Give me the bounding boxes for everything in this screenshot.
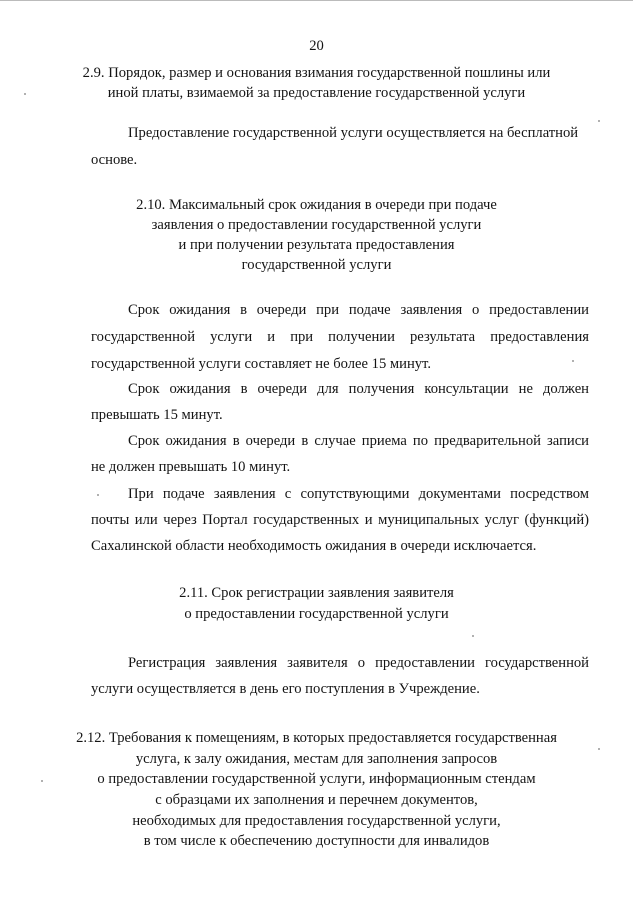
section-2-10-heading-line-3: и при получении результата предоставления	[178, 237, 455, 253]
section-2-12-heading-line-3: о предоставлении государственной услуги, информационным стендам	[97, 771, 536, 787]
scan-speck	[598, 748, 600, 750]
section-2-10-p1-line-3: государственной услуги составляет не более 15 минут.	[91, 356, 431, 372]
section-2-12-heading-line-4: с образцами их заполнения и перечнем документов,	[155, 792, 478, 808]
section-2-11-heading-line-1: 2.11. Срок регистрации заявления заявителя	[179, 585, 454, 601]
section-2-9-heading-line-1: 2.9. Порядок, размер и основания взимания государственной пошлины или	[82, 65, 551, 81]
page-number: 20	[309, 38, 324, 54]
section-2-9-heading-line-2: иной платы, взимаемой за предоставление государственной услуги	[107, 85, 526, 101]
scan-speck	[572, 360, 574, 362]
section-2-10-p4-line-3: Сахалинской области необходимость ожидания в очереди исключается.	[91, 538, 537, 554]
scan-speck	[41, 780, 43, 782]
section-2-10-p2-line-2: превышать 15 минут.	[91, 407, 223, 423]
section-2-10-p3-line-2: не должен превышать 10 минут.	[91, 459, 291, 475]
section-2-10-p1-line-1: Срок ожидания в очереди при подаче заявления о предоставлении	[128, 302, 589, 318]
section-2-11-body-line-1: Регистрация заявления заявителя о предоставлении государственной	[128, 655, 589, 671]
section-2-10-p2-line-1: Срок ожидания в очереди для получения консультации не должен	[128, 381, 589, 397]
scan-edge-line	[0, 0, 633, 1]
section-2-10-p1-line-2: государственной услуги и при получении результата предоставления	[91, 329, 589, 345]
scan-speck	[24, 93, 26, 95]
section-2-10-p4-line-1: При подаче заявления с сопутствующими документами посредством	[128, 486, 589, 502]
section-2-12-heading-line-6: в том числе к обеспечению доступности для инвалидов	[143, 833, 490, 849]
section-2-12-heading-line-5: необходимых для предоставления государственной услуги,	[132, 813, 501, 829]
section-2-12-heading-line-1: 2.12. Требования к помещениям, в которых предоставляется государственная	[76, 730, 557, 746]
scan-speck	[472, 635, 474, 637]
section-2-9-body-line-2: основе.	[91, 152, 138, 168]
scan-speck	[598, 120, 600, 122]
section-2-11-heading-line-2: о предоставлении государственной услуги	[184, 606, 449, 622]
scan-speck	[97, 494, 99, 496]
section-2-11-body-line-2: услуги осуществляется в день его поступления в Учреждение.	[91, 681, 480, 697]
section-2-10-heading-line-1: 2.10. Максимальный срок ожидания в очереди при подаче	[136, 197, 497, 213]
section-2-12-heading-line-2: услуга, к залу ожидания, местам для заполнения запросов	[135, 751, 498, 767]
section-2-9-body-line-1: Предоставление государственной услуги осуществляется на бесплатной	[128, 125, 579, 141]
section-2-10-heading-line-2: заявления о предоставлении государственной услуги	[151, 217, 482, 233]
section-2-10-p3-line-1: Срок ожидания в очереди в случае приема по предварительной записи	[128, 433, 589, 449]
section-2-10-p4-line-2: почты или через Портал государственных и муниципальных услуг (функций)	[91, 512, 589, 528]
section-2-10-heading-line-4: государственной услуги	[241, 257, 392, 273]
